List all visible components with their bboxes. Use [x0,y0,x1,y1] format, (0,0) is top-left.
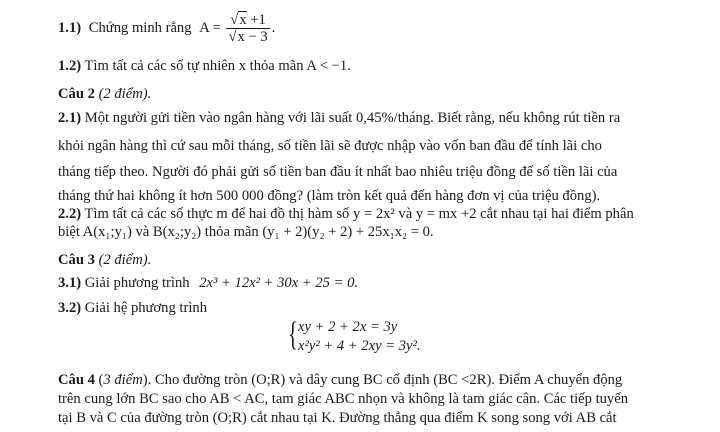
denominator: √x − 3 [228,29,268,45]
question-2-heading: Câu 2 (2 điểm). [58,86,152,102]
problem-2-2-line-1: 2.2) Tìm tất cả các số thực m để hai đồ thị hàm số y = 2x² và y = mx +2 cắt nhau tại hai điểm phân [58,206,634,222]
problem-label: 1.1) [58,19,82,36]
numerator: √x +1 [226,12,269,29]
equation-2: x²y² + 4 + 2xy = 3y². [298,338,421,354]
problem-label: 3.1) [58,275,82,291]
problem-label: 2.1) [58,110,82,126]
problem-label: 1.2) [58,58,82,74]
problem-1-2 [58,58,351,75]
problem-2-2-line-2: biệt A(x₁;y₁) và B(x₂;y₂) thỏa mãn (y₁ + 2)(y₂ + 2) + 25x₁x₂ = 0. [58,224,434,240]
question-4-line-3: tại B và C của đường tròn (O;R) cắt nhau tại K. Đường thẳng qua điểm K song song với AB cắt [58,410,617,426]
problem-text: Tìm tất cả các số tự nhiên x thỏa mãn A < −1. [84,58,351,74]
problem-2-1-line-3: tháng tiếp theo. Người đó phải gửi số tiền ban đầu ít nhất bao nhiêu triệu đồng để số tiền lãi của [58,164,618,180]
sqrt-x: √x [228,29,245,45]
fraction [226,12,269,45]
left-brace-icon: { [288,316,298,353]
question-3-heading: Câu 3 (2 điểm). [58,252,152,268]
problem-3-1: 3.1) Giải phương trình 2x³ + 12x² + 30x + 25 = 0. [58,275,359,291]
problem-1-1: 1.1) Chứng minh rằng A = $\frac{√x +1}{√x - 3}$ . [58,12,276,45]
equation: 2x³ + 12x² + 30x + 25 = 0. [199,275,359,291]
equation-1: xy + 2 + 2x = 3y [298,319,398,335]
question-4-line-1: Câu 4 (3 điểm). Cho đường tròn (O;R) và dây cung BC cố định (BC <2R). Điểm A chuyển động [58,372,623,388]
problem-2-1-line-2: khỏi ngân hàng thì cứ sau mỗi tháng, số tiền lãi sẽ được nhập vào vốn ban đầu để tính lãi cho [58,138,602,154]
problem-label: 3.2) [58,300,82,316]
problem-2-1-line-4: tháng thứ hai không ít hơn 500 000 đồng? (làm tròn kết quả đến hàng đơn vị của triệu đồng). [58,188,601,204]
problem-label: 2.2) [58,206,82,222]
problem-3-2: 3.2) Giải hệ phương trình [58,300,207,316]
sqrt-x: √x [230,12,247,28]
formula-lhs: A = [199,19,221,36]
problem-2-1-line-1: 2.1) Một người gửi tiền vào ngân hàng với lãi suất 0,45%/tháng. Biết rằng, nếu không rút tiền ra [58,110,621,126]
equation-system [288,318,421,356]
problem-text: Chứng minh rằng [88,19,192,36]
question-4-line-2: trên cung lớn BC sao cho AB < AC, tam giác ABC nhọn và không là tam giác cân. Các tiếp tuyến [58,391,629,407]
